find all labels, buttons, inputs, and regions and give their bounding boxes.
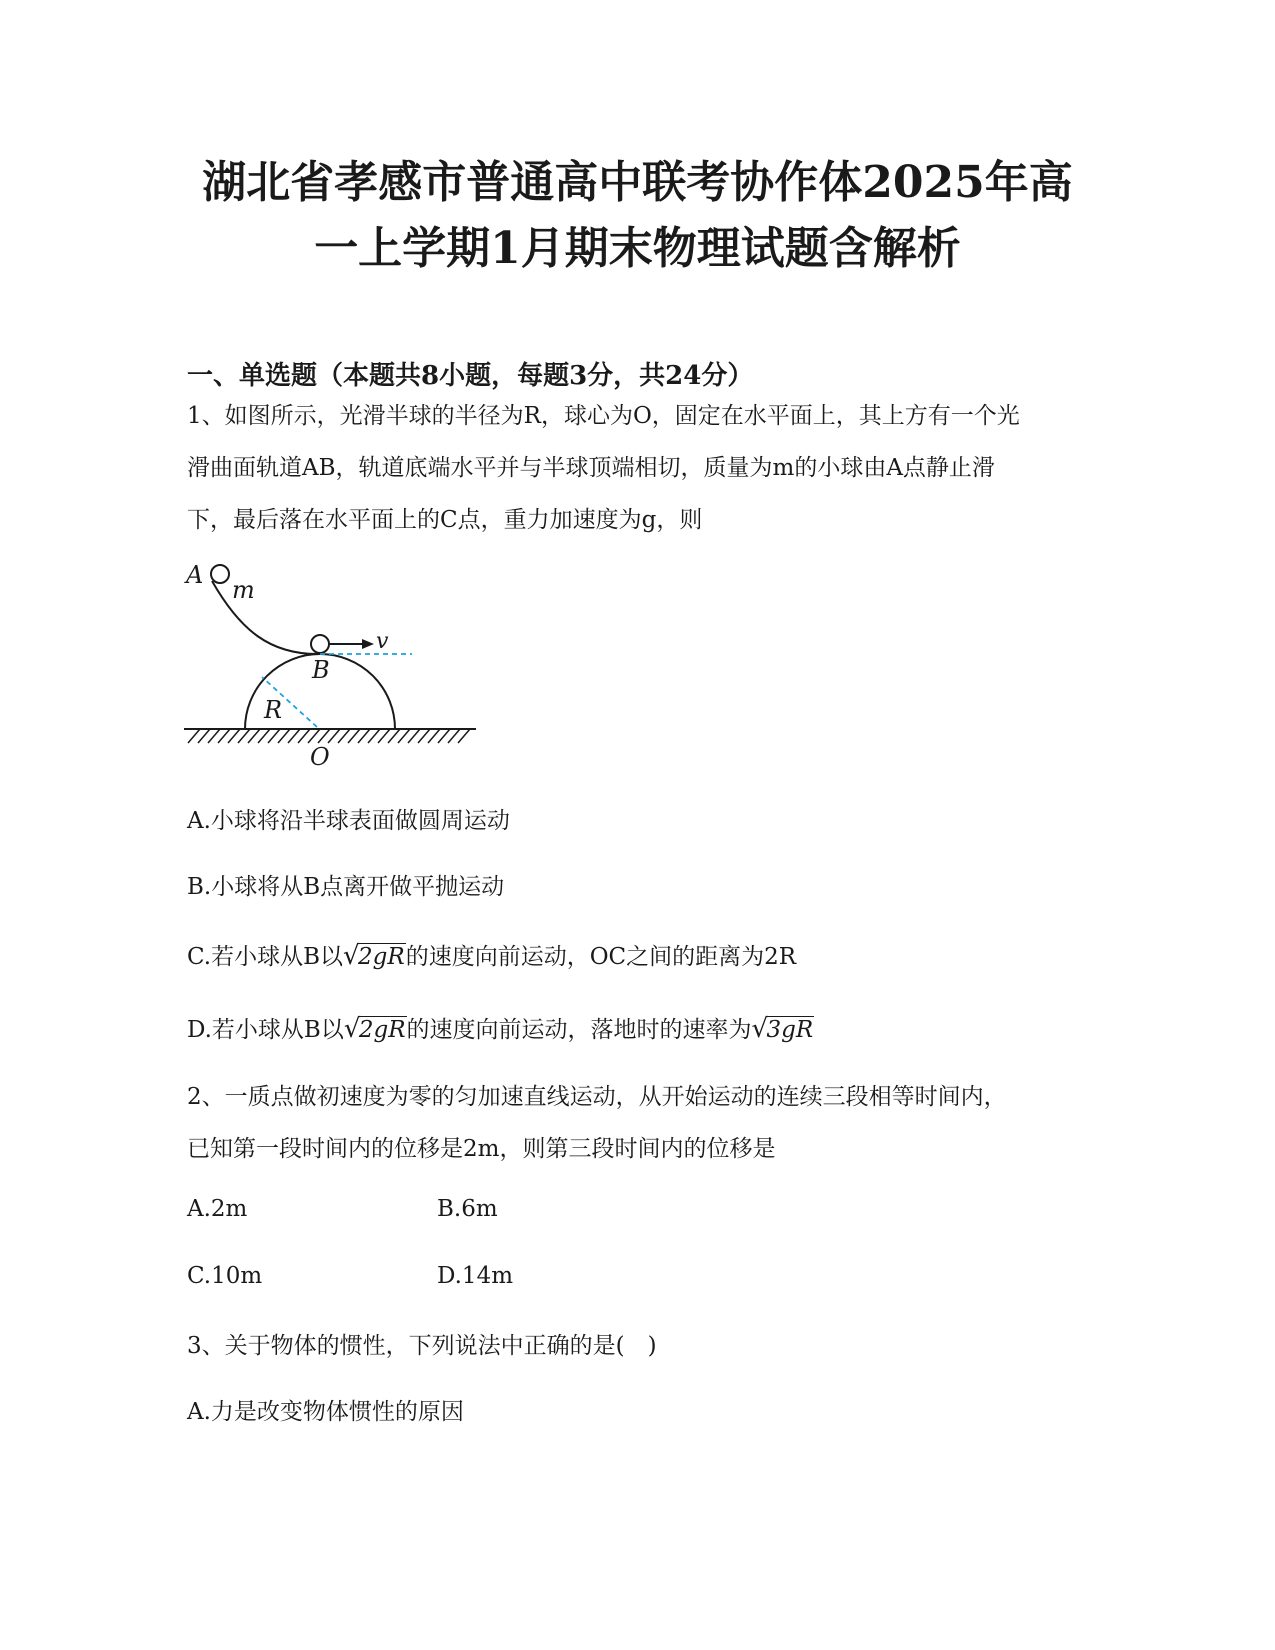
q2-stem: [187, 1071, 1087, 1175]
sqrt-2gr: [343, 944, 406, 970]
q2-option-a: A.2m: [187, 1196, 248, 1222]
q1-figure: [180, 560, 500, 800]
q1-option-b: B.小球将从B点离开做平抛运动: [187, 874, 505, 900]
q1-stem-line-3: 下，最后落在水平面上的C点，重力加速度为g，则: [187, 507, 703, 533]
q1-stem-line-2: 滑曲面轨道AB，轨道底端水平并与半球顶端相切，质量为m的小球由A点静止滑: [187, 455, 995, 481]
label-r: R: [264, 696, 283, 724]
q2-stem-line-1: 2、一质点做初速度为零的匀加速直线运动，从开始运动的连续三段相等时间内，: [187, 1084, 1007, 1110]
q2-option-d: D.14m: [437, 1263, 514, 1289]
sqrt-2gr-radicand: 2gR: [358, 944, 405, 970]
q2-option-b: B.6m: [437, 1196, 498, 1222]
q1-option-c: [187, 938, 796, 971]
label-b: B: [312, 656, 330, 684]
velocity-arrowhead: [362, 639, 374, 649]
q1-stem: [187, 390, 1087, 546]
sqrt-2gr: [344, 1017, 407, 1043]
q1-option-d-middle: 的速度向前运动，落地时的速率为: [406, 1017, 752, 1043]
q1-stem-line-1: 1、如图所示，光滑半球的半径为R，球心为O，固定在水平面上，其上方有一个光: [187, 403, 1020, 429]
q1-option-c-suffix: 的速度向前运动，OC之间的距离为2R: [405, 944, 797, 970]
ball-at-b: [311, 635, 329, 653]
label-a: A: [186, 561, 204, 589]
q1-option-d-prefix: D.若小球从B以: [187, 1017, 344, 1043]
q1-option-a: A.小球将沿半球表面做圆周运动: [187, 808, 510, 834]
q3-option-a: A.力是改变物体惯性的原因: [187, 1399, 464, 1425]
q2-option-c: C.10m: [187, 1263, 263, 1289]
label-o: O: [310, 743, 330, 771]
q2-stem-line-2: 已知第一段时间内的位移是2m，则第三段时间内的位移是: [187, 1136, 776, 1162]
sqrt-2gr-radicand: 2gR: [358, 1017, 406, 1043]
title-line-2: 一上学期1月期末物理试题含解析: [314, 223, 961, 274]
document-title: [150, 150, 1125, 282]
label-v: v: [376, 629, 389, 654]
q3-stem: 3、关于物体的惯性，下列说法中正确的是( ): [187, 1333, 657, 1359]
label-m: m: [232, 576, 255, 604]
ground-hatching: [188, 729, 470, 743]
curved-track: [212, 581, 320, 654]
q1-option-d: [187, 1011, 814, 1044]
section-heading: 一、单选题（本题共8小题，每题3分，共24分）: [187, 361, 754, 391]
ball-at-a: [211, 565, 229, 583]
q1-option-c-prefix: C.若小球从B以: [187, 944, 343, 970]
sqrt-3gr: [752, 1017, 815, 1043]
title-line-1: 湖北省孝感市普通高中联考协作体2025年高: [202, 157, 1073, 208]
sqrt-3gr-radicand: 3gR: [766, 1017, 814, 1043]
